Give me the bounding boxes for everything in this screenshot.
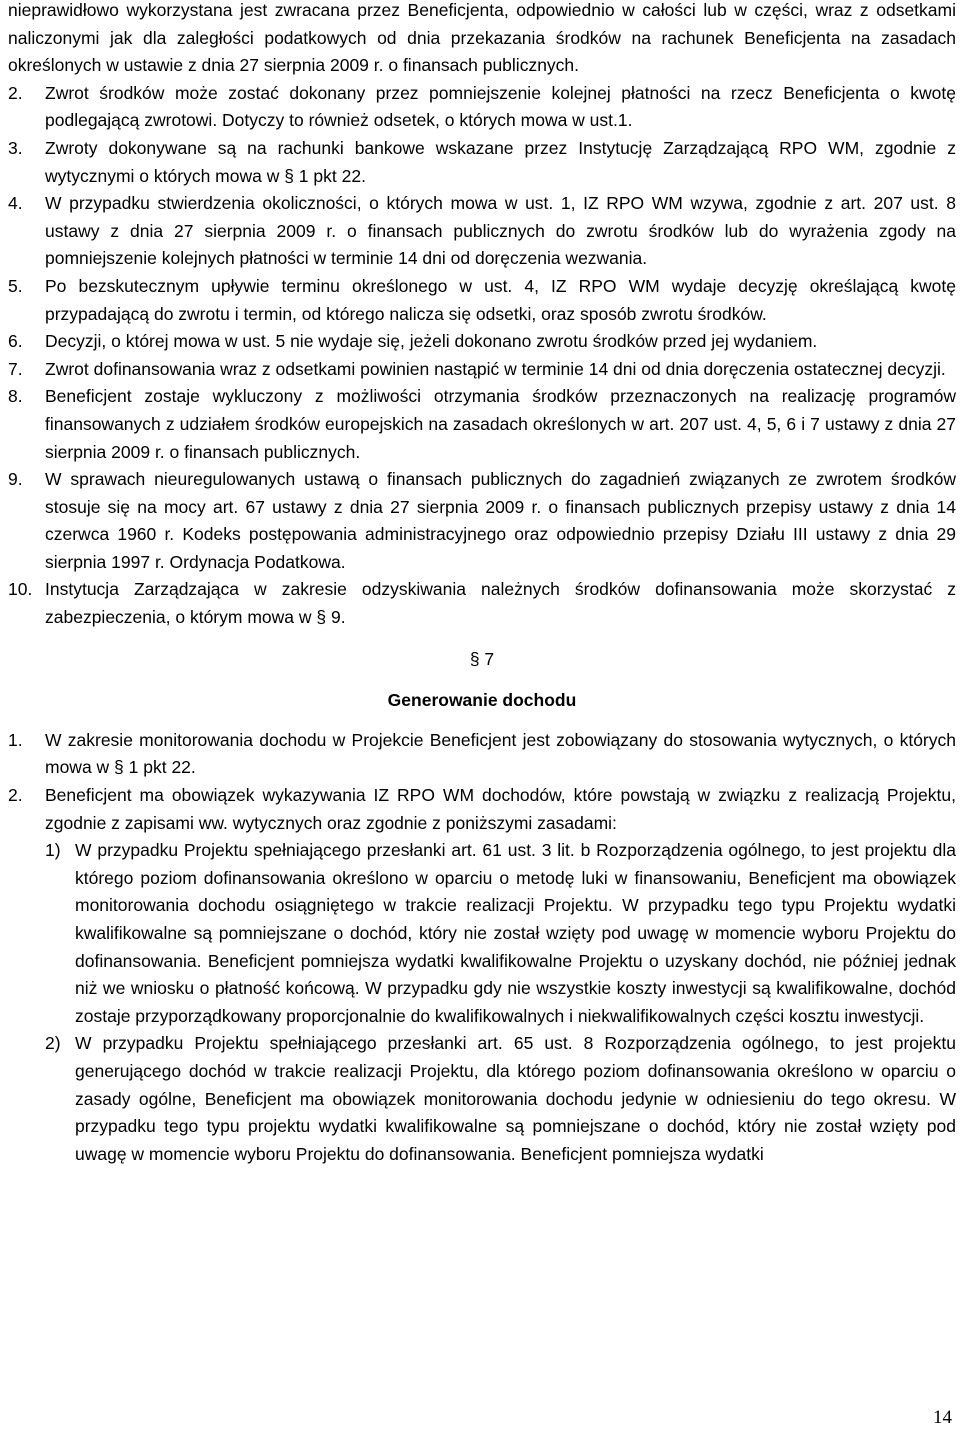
item-number: 2. (8, 785, 23, 806)
paragraph-continuation: nieprawidłowo wykorzystana jest zwracana przez Beneficjenta, odpowiednio w całości lub w części, wraz z odsetkami naliczonymi jak dla zaległości podatkowych od dnia przekazania środków na rachunek Beneficjenta na zasadach określonych w ustawie z dnia 27 sierpnia 2009 r. o finansach publicznych. (8, 0, 956, 76)
list-item (8, 727, 956, 782)
item-number: 10. (8, 579, 33, 600)
item-text: W przypadku stwierdzenia okoliczności, o których mowa w ust. 1, IZ RPO WM wzywa, zgodnie z art. 207 ust. 8 ustawy z dnia 27 sierpnia 2009 r. o finansach publicznych do zwrotu środków lub do wyrażenia zgody na pomniejszenie kolejnych płatności w terminie 14 dni od doręczenia wezwania. (45, 193, 956, 269)
item-number: 7. (8, 358, 23, 379)
item-text: Po bezskutecznym upływie terminu określonego w ust. 4, IZ RPO WM wydaje decyzję określającą kwotę przypadającą do zwrotu i termin, od którego nalicza się odsetki, oraz sposób zwrotu środków. (45, 275, 956, 324)
page-number: 14 (933, 1407, 952, 1429)
item-text: Zwrot dofinansowania wraz z odsetkami powinien nastąpić w terminie 14 dni od dnia doręczenia ostatecznej decyzji. (45, 358, 946, 379)
item-text: W sprawach nieuregulowanych ustawą o finansach publicznych do zagadnień związanych ze zwrotem środków stosuje się na mocy art. 67 ustawy z dnia 27 sierpnia 2009 r. o finansach publicznych przepisy ustawy z dnia 14 czerwca 1960 r. Kodeks postępowania administracyjnego oraz odpowiednio przepisy Działu III ustawy z dnia 29 sierpnia 1997 r. Ordynacja Podatkowa. (45, 469, 956, 572)
sub-list-item (45, 1030, 956, 1168)
item-number: 8. (8, 386, 23, 407)
list-item (8, 576, 956, 631)
sub-item-text: W przypadku Projektu spełniającego przesłanki art. 61 ust. 3 lit. b Rozporządzenia ogólnego, to jest projektu dla którego poziom dofinansowania określono w oparciu o metodę luki w finansowaniu, Beneficjent ma obowiązek monitorowania dochodu osiągniętego w trakcie realizacji Projektu. W przypadku tego typu Projektu wydatki kwalifikowalne są pomniejszane o dochód, który nie został wzięty pod uwagę w momencie wyboru Projektu do dofinansowania. Beneficjent pomniejsza wydatki kwalifikowalne Projektu o uzyskany dochód, nie później jednak niż we wniosku o płatność końcową. W przypadku gdy nie wszystkie koszty inwestycji są kwalifikowalne, dochód zostaje przyporządkowany proporcjonalnie do kwalifikowalnych i niekwalifikowalnych części kosztu inwestycji. (75, 840, 956, 1026)
item-text: Zwroty dokonywane są na rachunki bankowe wskazane przez Instytucję Zarządzającą RPO WM, zgodnie z wytycznymi o których mowa w § 1 pkt 22. (45, 137, 956, 186)
list-item (8, 356, 956, 384)
item-number: 4. (8, 193, 23, 214)
item-text: Instytucja Zarządzająca w zakresie odzyskiwania należnych środków dofinansowania może skorzystać z zabezpieczenia, o którym mowa w § 9. (45, 579, 956, 628)
list-item (8, 190, 956, 273)
item-text: W zakresie monitorowania dochodu w Projekcie Beneficjent jest zobowiązany do stosowania wytycznych, o których mowa w § 1 pkt 22. (45, 729, 956, 778)
item-text: Zwrot środków może zostać dokonany przez pomniejszenie kolejnej płatności na rzecz Beneficjenta o kwotę podlegającą zwrotowi. Dotyczy to również odsetek, o których mowa w ust.1. (45, 82, 956, 131)
sub-list-item (45, 837, 956, 1030)
item-text: Decyzji, o której mowa w ust. 5 nie wydaje się, jeżeli dokonano zwrotu środków przed jej wydaniem. (45, 331, 818, 352)
list-item (8, 80, 956, 135)
list-item (8, 466, 956, 576)
item-text: Beneficjent zostaje wykluczony z możliwości otrzymania środków przeznaczonych na realizację programów finansowanych z udziałem środków europejskich na zasadach określonych w art. 207 ust. 4, 5, 6 i 7 ustawy z dnia 27 sierpnia 2009 r. o finansach publicznych. (45, 386, 956, 462)
sub-item-text: W przypadku Projektu spełniającego przesłanki art. 65 ust. 8 Rozporządzenia ogólnego, to jest projektu generującego dochód w trakcie realizacji Projektu, dla którego poziom dofinansowania określono w oparciu o zasady ogólne, Beneficjent ma obowiązek monitorowania dochodu jedynie w odniesieniu do tego okresu. W przypadku tego typu projektu wydatki kwalifikowalne są pomniejszane o dochód, który nie został wzięty pod uwagę w momencie wyboru Projektu do dofinansowania. Beneficjent pomniejsza wydatki (75, 1033, 956, 1164)
item-number: 9. (8, 469, 23, 490)
section-mark: § 7 (469, 648, 495, 669)
list-item (8, 383, 956, 466)
sub-item-number: 2) (45, 1033, 61, 1054)
section-title: Generowanie dochodu (387, 690, 577, 711)
list-item (8, 328, 956, 356)
list-item (8, 135, 956, 190)
item-number: 5. (8, 275, 23, 296)
list-item (8, 782, 956, 837)
item-number: 2. (8, 82, 23, 103)
item-number: 3. (8, 137, 23, 158)
item-number: 6. (8, 331, 23, 352)
item-number: 1. (8, 729, 23, 750)
document-body (8, 0, 956, 1168)
sub-item-number: 1) (45, 840, 61, 861)
item-text: Beneficjent ma obowiązek wykazywania IZ RPO WM dochodów, które powstają w związku z realizacją Projektu, zgodnie z zapisami ww. wytycznych oraz zgodnie z poniższymi zasadami: (45, 785, 956, 833)
list-item (8, 273, 956, 328)
